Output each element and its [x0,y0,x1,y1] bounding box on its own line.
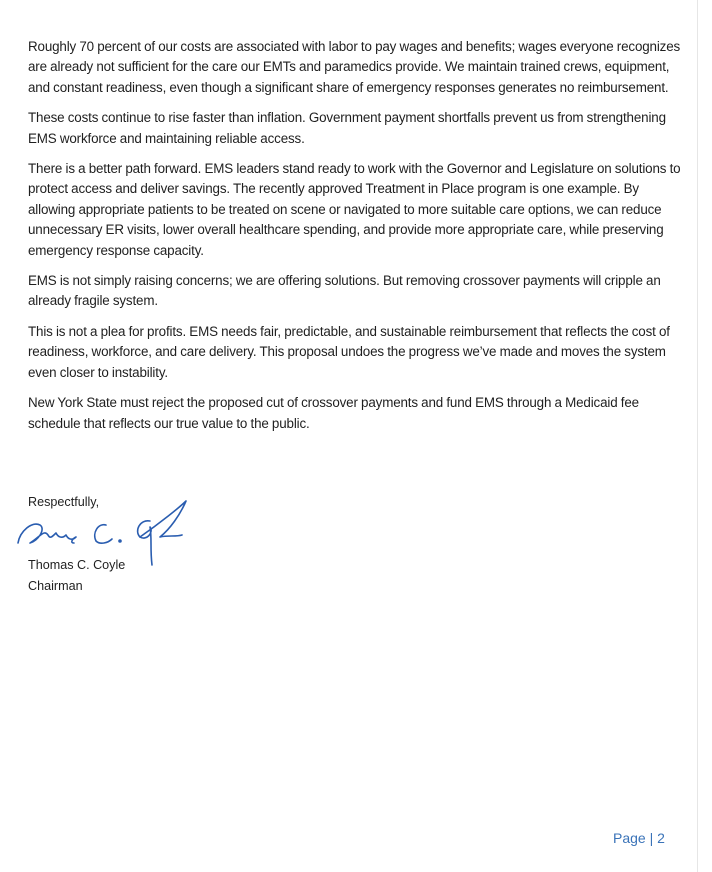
paragraph-not-a-plea: This is not a plea for profits. EMS needs fair, predictable, and sustainable reimbursement that reflects the cost of readiness, workforce, and care delivery. This proposal undoes the progress we’ve made and moves the system even closer to instability. [28,323,670,380]
paragraph-rising-costs: These costs continue to rise faster than inflation. Government payment shortfalls prevent us from strengthening EMS workforce and maintaining reliable access. [28,110,666,146]
page-number-footer: Page | 2 [613,830,665,846]
signer-title: Chairman [28,579,83,593]
closing-salutation: Respectfully, [28,495,100,509]
paragraph-better-path: There is a better path forward. EMS leaders stand ready to work with the Governor and Legislature on solutions to protect access and deliver savings. The recently approved Treatment in Place program is one example. By allowing appropriate patients to be treated on scene or navigated to more suitable care options, we can reduce unnecessary ER visits, lower overall healthcare spending, and provide more appropriate care, while preserving emergency response capacity. [28,161,681,258]
paragraph-offering-solutions: EMS is not simply raising concerns; we are offering solutions. But removing crossover payments will cripple an already fragile system. [28,273,661,309]
page-edge-divider [697,0,698,872]
paragraph-call-to-action: New York State must reject the proposed cut of crossover payments and fund EMS through a Medicaid fee schedule that reflects our true value to the public. [28,395,639,431]
signer-name: Thomas C. Coyle [28,558,126,572]
paragraph-labor-costs: Roughly 70 percent of our costs are associated with labor to pay wages and benefits; wages everyone recognizes are already not sufficient for the care our EMTs and paramedics provide. We maintain trained crews, equipment, and constant readiness, even though a significant share of emergency responses generates no reimbursement. [28,39,681,95]
letter-body [28,37,688,444]
